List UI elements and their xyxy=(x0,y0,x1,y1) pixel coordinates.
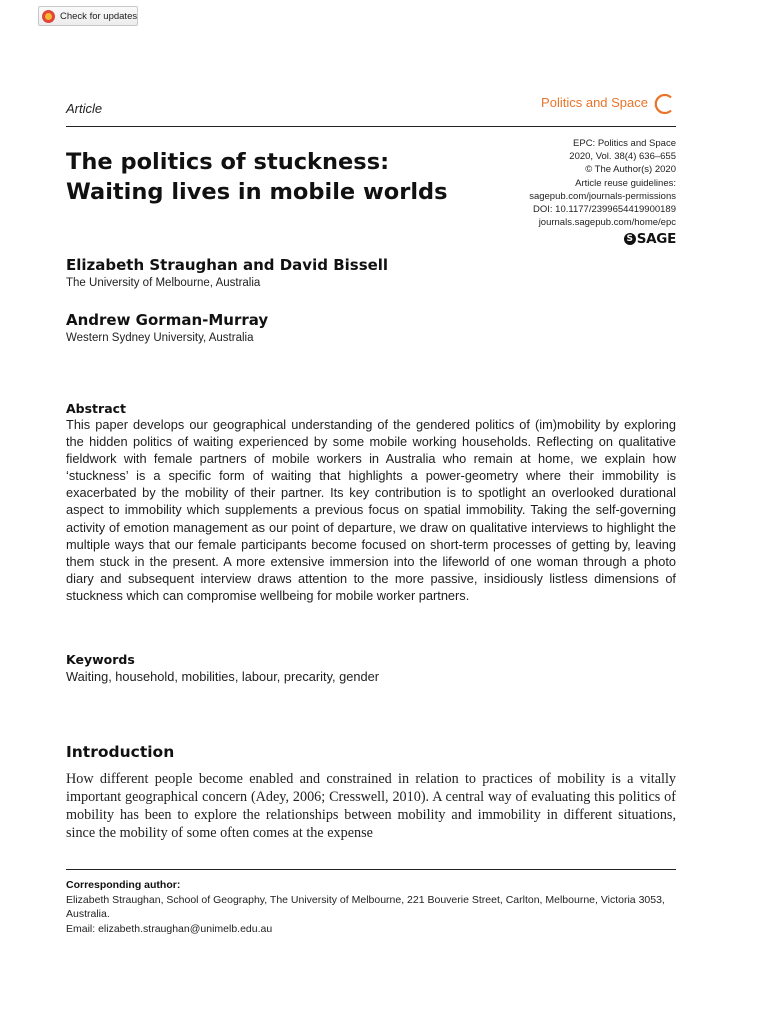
footnote-rule xyxy=(66,869,676,870)
header-rule xyxy=(66,126,676,127)
corresponding-author-footnote xyxy=(66,878,676,936)
abstract-heading: Abstract xyxy=(66,401,127,416)
publication-metadata xyxy=(446,137,676,229)
publisher-name: SAGE xyxy=(636,231,676,247)
title-line-1: The politics of stuckness: xyxy=(66,149,390,175)
keywords-text: Waiting, household, mobilities, labour, precarity, gender xyxy=(66,669,379,684)
meta-volume: 2020, Vol. 38(4) 636–655 xyxy=(569,151,676,163)
meta-reuse-link[interactable]: sagepub.com/journals-permissions xyxy=(529,190,676,202)
sage-logo xyxy=(624,231,676,247)
sage-logo-icon: S xyxy=(624,233,636,245)
meta-journal-link[interactable]: journals.sagepub.com/home/epc xyxy=(538,217,676,229)
article-title xyxy=(66,147,506,207)
footnote-email[interactable]: Email: elizabeth.straughan@unimelb.edu.au xyxy=(66,922,273,935)
journal-logo-icon xyxy=(652,92,676,116)
meta-copyright: © The Author(s) 2020 xyxy=(585,164,676,176)
author-names-2: Andrew Gorman-Murray xyxy=(66,311,269,329)
check-for-updates-label: Check for updates xyxy=(60,10,138,22)
check-for-updates-button[interactable] xyxy=(38,6,138,26)
author-names-1: Elizabeth Straughan and David Bissell xyxy=(66,256,389,274)
abstract-text: This paper develops our geographical understanding of the gendered politics of (im)mobility by exploring the hidden politics of waiting experienced by some mobile working households. Reflecting on qualitative fieldwork with female partners of mobile workers in Australia who remain at home, we explain how ‘stuckness’ is a specific form of waiting that highlights a power-geometry where their immobility is exacerbated by the mobility of their partner. Its key contribution is to spotlight an overlooked durational aspect to immobility which supplements a previous focus on spatial immobility. Taking the self-governing activity of emotion management as our point of departure, we draw on qualitative interviews to highlight the multiple ways that our female participants become focused on short-term processes of getting by, leaving them stuck in the present. A more extensive immersion into the lifeworld of one woman through a photo diary and subsequent interview draws attention to the more passive, insidiously listless dimensions of stuckness which can compromise wellbeing for mobile worker partners. xyxy=(66,417,676,603)
author-affiliation-1: The University of Melbourne, Australia xyxy=(66,277,261,289)
article-type-label: Article xyxy=(66,101,103,116)
keywords-heading: Keywords xyxy=(66,652,135,667)
footnote-heading: Corresponding author: xyxy=(66,879,181,891)
introduction-heading: Introduction xyxy=(66,743,175,761)
meta-reuse-label: Article reuse guidelines: xyxy=(575,177,676,189)
footnote-address: Elizabeth Straughan, School of Geography, The University of Melbourne, 221 Bouverie Street, Carlton, Melbourne, Victoria 3053, Australia. xyxy=(66,893,665,920)
meta-journal: EPC: Politics and Space xyxy=(573,138,676,149)
title-line-2: Waiting lives in mobile worlds xyxy=(66,179,448,205)
crossmark-icon xyxy=(42,10,55,23)
author-affiliation-2: Western Sydney University, Australia xyxy=(66,332,254,344)
journal-name: Politics and Space xyxy=(541,95,648,110)
meta-doi[interactable]: DOI: 10.1177/2399654419900189 xyxy=(533,204,676,216)
introduction-text: How different people become enabled and constrained in relation to practices of mobility is a vitally important geographical concern (Adey, 2006; Cresswell, 2010). A central way of evaluating this politics of mobility has been to explore the relationships between mobility and immobility in different situations, since the mobility of some often comes at the expense xyxy=(66,771,676,841)
